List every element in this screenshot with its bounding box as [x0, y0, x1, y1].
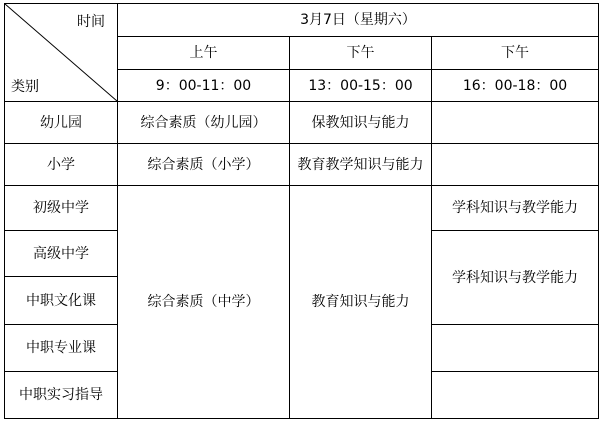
category-primary: 小学	[5, 144, 118, 186]
corner-header-cell	[5, 4, 118, 102]
session-label-morning: 上午	[118, 37, 290, 70]
date-header: 3月7日（星期六）	[118, 4, 599, 37]
subject-secondary-pm: 教育知识与能力	[290, 186, 432, 419]
empty-cell	[432, 325, 599, 372]
subject-secondary-am: 综合素质（中学）	[118, 186, 290, 419]
category-kindergarten: 幼儿园	[5, 102, 118, 144]
category-vocational-culture: 中职文化课	[5, 277, 118, 325]
session-label-afternoon-1: 下午	[290, 37, 432, 70]
subject-primary-pm: 教育教学知识与能力	[290, 144, 432, 186]
session-label-afternoon-2: 下午	[432, 37, 599, 70]
category-vocational-internship: 中职实习指导	[5, 372, 118, 419]
empty-cell	[432, 372, 599, 419]
subject-senior-subject: 学科知识与教学能力	[432, 231, 599, 325]
category-senior-high: 高级中学	[5, 231, 118, 277]
session-time-morning: 9：00-11：00	[118, 70, 290, 102]
session-time-afternoon-2: 16：00-18：00	[432, 70, 599, 102]
exam-schedule-table	[4, 3, 599, 419]
category-junior-high: 初级中学	[5, 186, 118, 231]
corner-time-label: 时间	[77, 14, 105, 30]
category-vocational-major: 中职专业课	[5, 325, 118, 372]
subject-junior-subject: 学科知识与教学能力	[432, 186, 599, 231]
subject-primary-am: 综合素质（小学）	[118, 144, 290, 186]
subject-kindergarten-pm: 保教知识与能力	[290, 102, 432, 144]
corner-category-label: 类别	[11, 79, 39, 95]
empty-cell	[432, 102, 599, 144]
empty-cell	[432, 144, 599, 186]
session-time-afternoon-1: 13：00-15：00	[290, 70, 432, 102]
subject-kindergarten-am: 综合素质（幼儿园）	[118, 102, 290, 144]
